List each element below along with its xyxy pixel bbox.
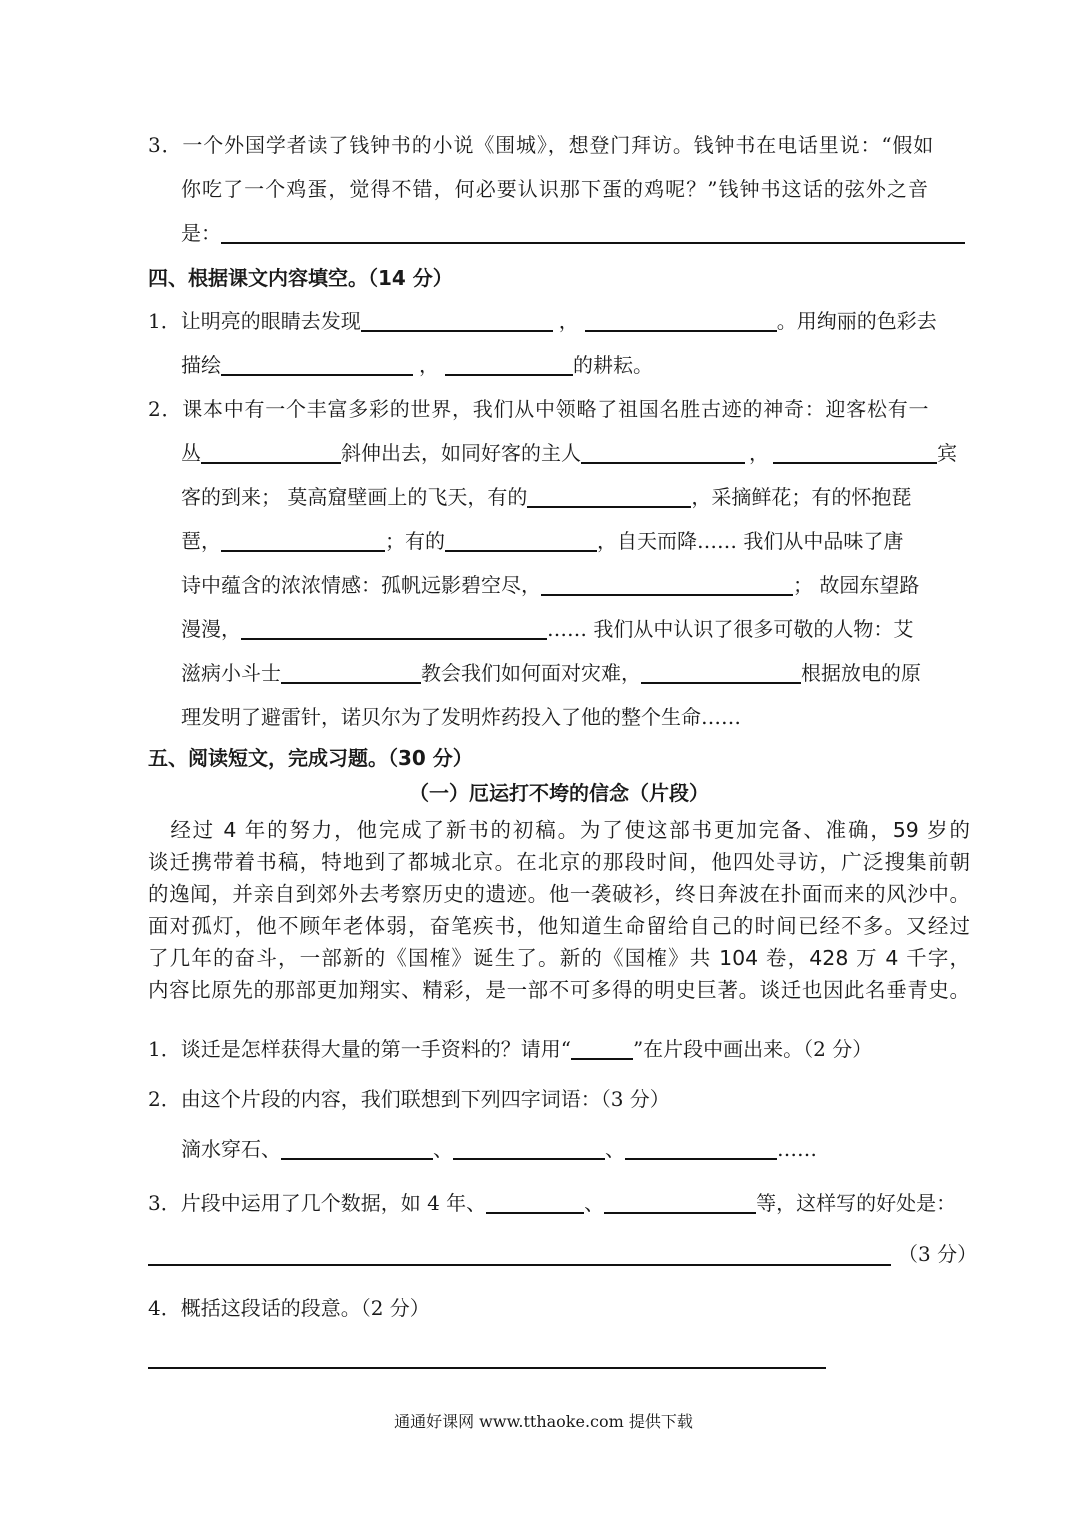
s4-q2-blank-9[interactable] [281, 662, 421, 684]
passage-line-3: 的逸闻，并亲自到郊外去考察历史的遗迹。他一袭破衫，终日奔波在扑面而来的风沙中。 [148, 882, 970, 906]
s5-q1-mark-sample [571, 1038, 633, 1060]
s5-q2-start: 滴水穿石、 [181, 1137, 281, 1161]
s4-q2-l7b: 教会我们如何面对灾难， [421, 661, 641, 685]
s4-q2-l2b: 斜伸出去，如同好客的主人 [341, 441, 581, 465]
s5-q3-c: 等，这样写的好处是： [756, 1191, 957, 1215]
s4-q2-l4c: ，自天而降…… 我们从中品味了唐 [597, 529, 904, 553]
s4-q2-l6a: 漫漫， [181, 617, 241, 641]
s4-q2-blank-7[interactable] [541, 574, 793, 596]
s5-q2-blank-3[interactable] [625, 1138, 777, 1160]
s4-q2-l2d: 宾 [937, 441, 957, 465]
q3-answer-blank[interactable] [221, 222, 965, 244]
s5-q1-row [148, 1035, 872, 1063]
s4-q2-l4a: 琶， [181, 529, 221, 553]
passage-line-4: 面对孤灯，他不顾年老体弱，奋笔疾书，他知道生命留给自己的时间已经不多。又经过 [148, 914, 970, 938]
s4-q2-blank-3[interactable] [773, 442, 937, 464]
s5-q2-answers [181, 1135, 817, 1163]
s5-q4: 4．概括这段话的段意。（2 分） [148, 1296, 430, 1320]
s5-q1-a: 1．谈迁是怎样获得大量的第一手资料的？请用“ [148, 1037, 571, 1061]
s4-q2-l7a: 滋病小斗士 [181, 661, 281, 685]
s4-q2-row7 [181, 659, 921, 687]
passage-title: （一）厄运打不垮的信念（片段） [409, 781, 709, 805]
s4-q2-blank-8[interactable] [241, 618, 547, 640]
s4-q2-l6b: …… 我们从中认识了很多可敬的人物：艾 [547, 617, 914, 641]
s4-q2-blank-10[interactable] [641, 662, 801, 684]
s4-q1-blank-1[interactable] [361, 310, 553, 332]
s5-q2-sep1: 、 [433, 1137, 453, 1161]
s4-q2-blank-6[interactable] [445, 530, 597, 552]
q3-line-3: 是： [181, 221, 221, 245]
s4-q2-blank-4[interactable] [527, 486, 691, 508]
s5-q1-b: ”在片段中画出来。（2 分） [632, 1037, 873, 1061]
s4-q1-d: 描绘 [181, 353, 221, 377]
s4-q2-l2a: 丛 [181, 441, 201, 465]
s4-q1-row2 [181, 351, 653, 379]
s5-q3-row [148, 1189, 956, 1217]
q3-line-2: 你吃了一个鸡蛋，觉得不错，何必要认识那下蛋的鸡呢？”钱钟书这话的弦外之音 [181, 177, 930, 201]
s4-q1-blank-4[interactable] [445, 354, 573, 376]
q3-line-1: 3．一个外国学者读了钱钟书的小说《围城》，想登门拜访。钱钟书在电话里说：“假如 [148, 133, 935, 157]
s5-q2-sep2: 、 [605, 1137, 625, 1161]
s5-q2: 2．由这个片段的内容，我们联想到下列四字词语：（3 分） [148, 1087, 670, 1111]
s4-q1-b: ， [558, 309, 579, 333]
section5-heading: 五、阅读短文，完成习题。（30 分） [148, 746, 473, 770]
passage-line-6: 内容比原先的那部更加翔实、精彩，是一部不可多得的明史巨著。谈迁也因此名垂青史。 [148, 978, 970, 1002]
passage-line-5: 了几年的奋斗，一部新的《国榷》诞生了。新的《国榷》共 104 卷，428 万 4 千字， [148, 946, 970, 970]
s5-q2-blank-2[interactable] [453, 1138, 605, 1160]
s4-q2-row3 [181, 483, 911, 511]
s4-q2-l5b: ； 故园东望路 [793, 573, 920, 597]
s4-q2-blank-2[interactable] [581, 442, 745, 464]
s4-q1-e: ， [419, 353, 439, 377]
s4-q2-l4b: ；有的 [385, 529, 445, 553]
s4-q2-blank-5[interactable] [221, 530, 385, 552]
s5-q3-answer-line[interactable] [148, 1264, 891, 1266]
passage-line-2: 谈迁携带着书稿，特地到了都城北京。在北京的那段时间，他四处寻访，广泛搜集前朝 [148, 850, 970, 874]
s4-q2-l2c: ， [749, 441, 769, 465]
s4-q2-l5a: 诗中蕴含的浓浓情感：孤帆远影碧空尽， [181, 573, 541, 597]
q3-answer-row [181, 219, 965, 247]
s5-q3-blank-1[interactable] [486, 1192, 584, 1214]
s5-q2-blank-1[interactable] [281, 1138, 433, 1160]
s4-q2-l3a: 客的到来； 莫高窟壁画上的飞天，有的 [181, 485, 528, 509]
s5-q2-end: …… [777, 1137, 817, 1161]
s4-q2-row6 [181, 615, 913, 643]
s5-q3-score: （3 分） [898, 1242, 978, 1266]
s5-q3-a: 3．片段中运用了几个数据，如 4 年、 [148, 1191, 487, 1215]
s5-q3-blank-2[interactable] [604, 1192, 756, 1214]
s4-q1-f: 的耕耘。 [573, 353, 653, 377]
footer-credit: 通通好课网 www.tthaoke.com 提供下载 [394, 1412, 693, 1431]
s4-q2-row5 [181, 571, 919, 599]
s4-q1-a: 1．让明亮的眼睛去发现 [148, 309, 361, 333]
s4-q2-l7c: 根据放电的原 [801, 661, 921, 685]
s4-q2-row2 [181, 439, 957, 467]
s4-q1-blank-3[interactable] [221, 354, 413, 376]
s4-q1-blank-2[interactable] [585, 310, 777, 332]
s4-q1-c: 。用绚丽的色彩去 [776, 309, 937, 333]
s4-q2-l3b: ，采摘鲜花；有的怀抱琵 [691, 485, 912, 509]
s4-q1-row1 [148, 307, 937, 335]
s4-q2-line1: 2．课本中有一个丰富多彩的世界，我们从中领略了祖国名胜古迹的神奇：迎客松有一 [148, 397, 930, 421]
section4-heading: 四、根据课文内容填空。（14 分） [148, 266, 453, 290]
s4-q2-blank-1[interactable] [201, 442, 341, 464]
s4-q2-row4 [181, 527, 903, 555]
passage-line-1: 经过 4 年的努力，他完成了新书的初稿。为了使这部书更加完备、准确，59 岁的 [148, 818, 970, 842]
s4-q2-line8: 理发明了避雷针，诺贝尔为了发明炸药投入了他的整个生命…… [181, 705, 741, 729]
s5-q3-b: 、 [584, 1191, 605, 1215]
s5-q4-answer-line[interactable] [148, 1367, 826, 1369]
